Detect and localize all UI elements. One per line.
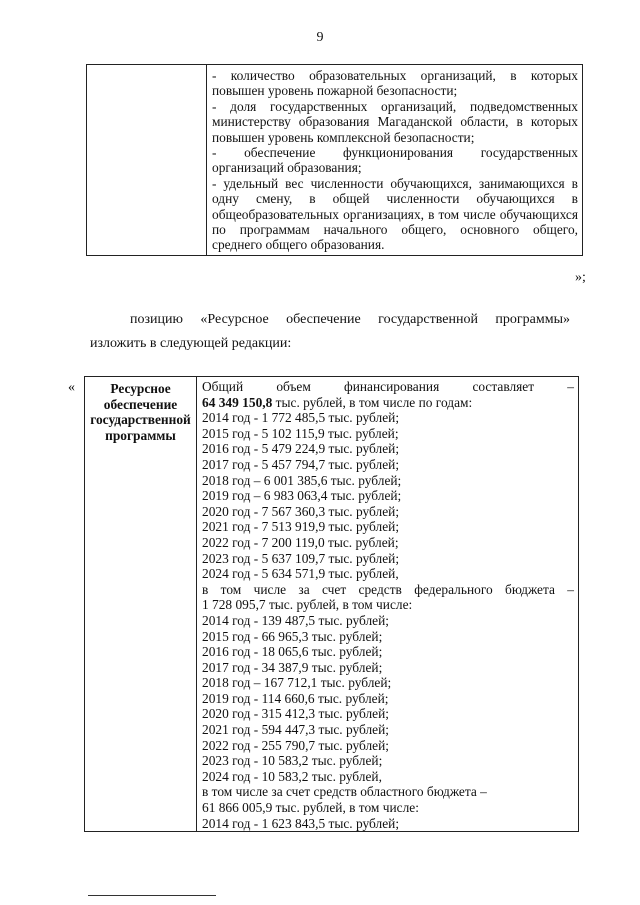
resource-label-line: государственной bbox=[90, 412, 191, 428]
indicators-table bbox=[86, 64, 583, 256]
closing-quote: »; bbox=[575, 270, 586, 285]
federal-year-line: 2021 год - 594 447,3 тыс. рублей; bbox=[202, 722, 389, 738]
year-line: 2014 год - 1 772 485,5 тыс. рублей; bbox=[202, 410, 400, 426]
federal-year-line: 2018 год – 167 712,1 тыс. рублей; bbox=[202, 675, 392, 691]
federal-total: 1 728 095,7 тыс. рублей, в том числе: bbox=[202, 597, 413, 613]
total-financing-intro: Общий объем финансирования составляет – bbox=[202, 379, 574, 394]
indicator-item: - удельный вес численности обучающихся, занимающихся в одну смену, в общей численности обучающихся в общеобразовательных организациях, в том числе обучающихся по программам начального общего, основного общего, среднего общего образования. bbox=[212, 175, 578, 253]
financing-cell bbox=[197, 377, 579, 832]
year-line: 2024 год - 5 634 571,9 тыс. рублей, bbox=[202, 566, 399, 582]
resource-label-line: программы bbox=[105, 427, 176, 443]
indicators-cell bbox=[207, 65, 583, 256]
regional-total: 61 866 005,9 тыс. рублей, в том числе: bbox=[202, 800, 419, 816]
regional-heading: в том числе за счет средств областного бюджета – bbox=[202, 784, 487, 800]
federal-year-line: 2016 год - 18 065,6 тыс. рублей; bbox=[202, 644, 383, 660]
year-line: 2021 год - 7 513 919,9 тыс. рублей; bbox=[202, 519, 400, 535]
regional-year-line: 2014 год - 1 623 843,5 тыс. рублей; bbox=[202, 815, 400, 831]
total-financing-value: 64 349 150,8 bbox=[202, 394, 273, 410]
resource-label-line: обеспечение bbox=[103, 396, 178, 412]
federal-year-line: 2014 год - 139 487,5 тыс. рублей; bbox=[202, 612, 389, 628]
federal-heading: в том числе за счет средств федерального бюджета – bbox=[202, 581, 574, 597]
federal-year-line: 2020 год - 315 412,3 тыс. рублей; bbox=[202, 706, 389, 722]
year-line: 2020 год - 7 567 360,3 тыс. рублей; bbox=[202, 503, 400, 519]
year-line: 2017 год - 5 457 794,7 тыс. рублей; bbox=[202, 456, 400, 472]
federal-year-line: 2015 год - 66 965,3 тыс. рублей; bbox=[202, 628, 383, 644]
paragraph-instruction: изложить в следующей редакции: bbox=[90, 336, 292, 351]
federal-year-line: 2023 год - 10 583,2 тыс. рублей; bbox=[202, 753, 383, 769]
year-line: 2019 год – 6 983 063,4 тыс. рублей; bbox=[202, 488, 402, 504]
year-line: 2018 год – 6 001 385,6 тыс. рублей; bbox=[202, 472, 402, 488]
year-line: 2016 год - 5 479 224,9 тыс. рублей; bbox=[202, 441, 400, 457]
federal-year-line: 2024 год - 10 583,2 тыс. рублей, bbox=[202, 768, 382, 784]
resource-label-cell bbox=[85, 377, 197, 832]
year-line: 2015 год - 5 102 115,9 тыс. рублей; bbox=[202, 425, 399, 441]
resource-label-line: Ресурсное bbox=[110, 381, 171, 396]
federal-year-line: 2022 год - 255 790,7 тыс. рублей; bbox=[202, 737, 389, 753]
total-financing-suffix: тыс. рублей, в том числе по годам: bbox=[272, 394, 473, 410]
indicators-empty-cell bbox=[87, 65, 207, 256]
paragraph-position: позицию «Ресурсное обеспечение государственной программы» bbox=[130, 312, 570, 327]
indicator-item: - количество образовательных организаций, в которых повышен уровень пожарной безопасности; bbox=[212, 68, 578, 99]
federal-year-line: 2017 год - 34 387,9 тыс. рублей; bbox=[202, 659, 383, 675]
opening-quote: « bbox=[68, 380, 75, 395]
indicator-item: - доля государственных организаций, подведомственных министерству образования Магаданской области, в которых повышен уровень комплексной безопасности; bbox=[212, 98, 578, 145]
year-line: 2022 год - 7 200 119,0 тыс. рублей; bbox=[202, 534, 399, 550]
resource-table bbox=[84, 376, 579, 832]
year-line: 2023 год - 5 637 109,7 тыс. рублей; bbox=[202, 550, 400, 566]
footnote-rule bbox=[88, 895, 216, 896]
page-number: 9 bbox=[316, 30, 324, 45]
federal-year-line: 2019 год - 114 660,6 тыс. рублей; bbox=[202, 690, 389, 706]
total-financing-line bbox=[202, 395, 574, 411]
indicator-item: - обеспечение функционирования государственных организаций образования; bbox=[212, 145, 578, 176]
